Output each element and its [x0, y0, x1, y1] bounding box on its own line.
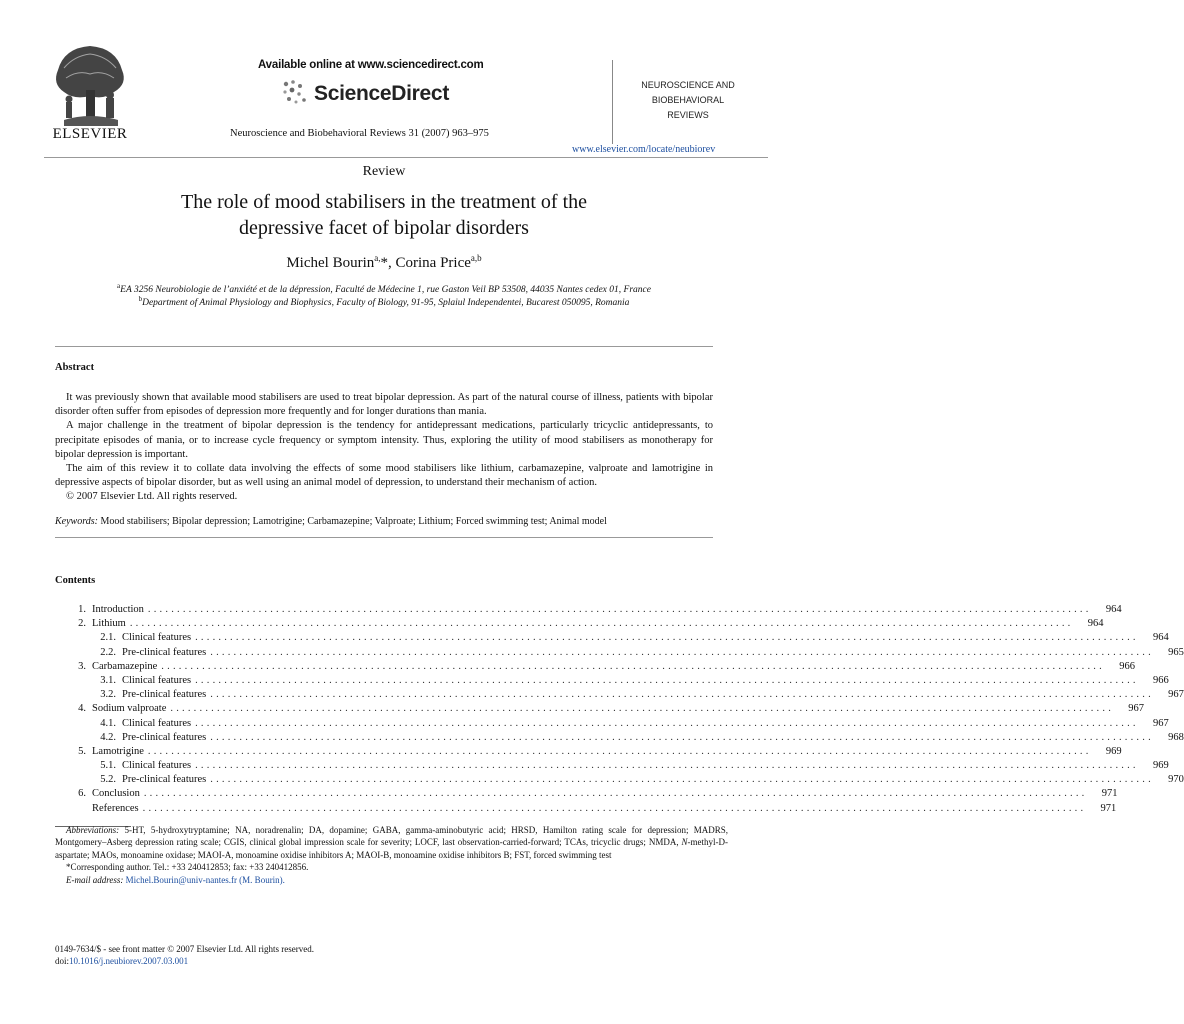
corresponding-author-star[interactable]: *: [380, 255, 388, 271]
toc-entry[interactable]: [60, 674, 1169, 688]
toc-entry[interactable]: [60, 773, 1184, 787]
abstract-paragraph: The aim of this review it to collate data involving the effects of some mood stabilisers like lithium, carbamazepine, valproate and lamotrigine in depressive aspects of bipolar disorder, but as well using an animal model of depression, to understand their mechanism of action.: [55, 463, 713, 489]
journal-name-line: BIOBEHAVIORAL: [651, 95, 725, 105]
toc-entry-page: 964: [1087, 618, 1104, 630]
keywords-line: [55, 516, 713, 527]
toc-entry-number: 6.: [78, 788, 86, 800]
copyright-block: [55, 943, 314, 968]
keywords-list: Mood stabilisers; Bipolar depression; Lamotrigine; Carbamazepine; Valproate; Lithium; Forced swimming test; Animal model: [100, 516, 607, 527]
toc-entry[interactable]: [60, 717, 1169, 731]
toc-entry-page: 966: [1153, 674, 1169, 686]
toc-leader-dots: ..................................................................................................................................................................: [195, 632, 1139, 644]
toc-entry-title[interactable]: References: [92, 802, 139, 814]
toc-entry-page: 967: [1168, 689, 1184, 701]
article-type-label: Review: [362, 164, 406, 179]
toc-leader-dots: ..................................................................................................................................................................: [210, 774, 1154, 786]
toc-entry-page: 967: [1153, 717, 1169, 729]
toc-entry-title[interactable]: Introduction: [92, 604, 144, 615]
toc-leader-dots: ..................................................................................................................................................................: [210, 689, 1154, 701]
affiliation-text: Department of Animal Physiology and Biophysics, Faculty of Biology, 91-95, Splaiul Independentei, Bucarest 050095, Romania: [142, 298, 630, 309]
author-name: Corina Price: [395, 255, 471, 271]
footnotes: [55, 822, 728, 886]
toc-entry-title[interactable]: Conclusion: [92, 788, 140, 800]
journal-name-line: REVIEWS: [667, 110, 709, 120]
article-title: [0, 189, 768, 241]
toc-entry-title[interactable]: Pre-clinical features: [122, 731, 207, 743]
toc-entry[interactable]: [60, 660, 1135, 674]
toc-entry[interactable]: [60, 603, 1122, 617]
abstract-top-divider: [55, 346, 713, 347]
email-footnote: [55, 874, 728, 886]
abstract-paragraph: A major challenge in the treatment of bipolar depression is the tendency for antidepressant medications, particularly tricyclic antidepressants, to precipitate episodes of mania, or to increase cycle frequency or symptom intensity. Thus, exploring the utility of mood stabilisers as monotherapy for bipolar depression is important.: [55, 420, 713, 460]
journal-name-line: NEUROSCIENCE AND: [641, 80, 735, 90]
toc-leader-dots: ..................................................................................................................................................................: [161, 660, 1105, 672]
toc-entry[interactable]: [60, 617, 1104, 631]
toc-entry[interactable]: [60, 787, 1118, 801]
toc-entry-number: 2.1.: [100, 632, 116, 644]
toc-entry-page: 964: [1105, 604, 1122, 615]
author-affiliation-sup: a,: [374, 253, 381, 263]
toc-entry-title[interactable]: Lamotrigine: [92, 745, 144, 757]
author-separator: ,: [388, 255, 396, 271]
elsevier-tree-logo: [44, 40, 136, 128]
toc-entry-title[interactable]: Clinical features: [122, 717, 192, 729]
affiliation-marker: a: [117, 282, 121, 290]
publisher-name: ELSEVIER: [52, 126, 128, 142]
author-name: Michel Bourin: [286, 255, 375, 271]
abbreviations-text: 5-HT, 5-hydroxytryptamine; NA, noradrenalin; DA, dopamine; GABA, gamma-aminobutyric acid; HRSD, Hamilton rating scale for depression; MADRS, Montgomery–Asberg depression rating scale; CGIS, clinical global impression scale for severity; LOCF, last observation-carried-forward; TCAs, tricyclic drugs; NMDA,: [55, 825, 728, 848]
abbreviations-label: Abbreviations:: [66, 825, 120, 835]
toc-entry[interactable]: [60, 688, 1184, 702]
toc-entry-number: 5.2.: [100, 774, 116, 786]
toc-entry-page: 967: [1128, 703, 1145, 715]
toc-entry-page: 965: [1168, 646, 1184, 658]
author-list: [0, 253, 768, 272]
corresponding-author-footnote: *Corresponding author. Tel.: +33 240412853; fax: +33 240412856.: [66, 862, 309, 873]
email-link[interactable]: Michel.Bourin@univ-nantes.fr (M. Bourin).: [125, 874, 285, 885]
toc-entry-page: 969: [1153, 760, 1169, 772]
toc-entry-number: 1.: [78, 604, 86, 615]
doi-link[interactable]: 10.1016/j.neubiorev.2007.03.001: [69, 956, 189, 967]
toc-entry[interactable]: [60, 745, 1122, 759]
toc-entry-number: 2.2.: [100, 646, 116, 658]
issn-line: 0149-7634/$ - see front matter © 2007 Elsevier Ltd. All rights reserved.: [55, 944, 315, 954]
title-line-1: The role of mood stabilisers in the treatment of the: [181, 191, 587, 213]
doi-label: doi:: [55, 956, 70, 967]
toc-entry-page: 969: [1105, 745, 1122, 757]
toc-leader-dots: ..................................................................................................................................................................: [142, 802, 1087, 814]
toc-entry-title[interactable]: Clinical features: [122, 674, 192, 686]
email-label: E-mail address:: [66, 874, 124, 885]
affiliation-marker: b: [138, 295, 143, 303]
toc-entry-number: 5.: [78, 745, 86, 757]
abstract-bottom-divider: [55, 537, 713, 538]
abstract-copyright: © 2007 Elsevier Ltd. All rights reserved.: [66, 491, 238, 503]
toc-entry-page: 968: [1168, 731, 1184, 743]
journal-citation: Neuroscience and Biobehavioral Reviews 31 (2007) 963–975: [230, 128, 489, 139]
toc-leader-dots: ..................................................................................................................................................................: [147, 604, 1092, 615]
toc-entry-title[interactable]: Carbamazepine: [92, 660, 158, 672]
author-affiliation-sup: a,b: [470, 253, 482, 263]
abstract-paragraph: It was previously shown that available mood stabilisers are used to treat bipolar depression. As part of the natural course of illness, patients with bipolar disorder often suffer from episodes of depression more frequently and for longer durations than mania.: [55, 392, 713, 418]
journal-url-link[interactable]: www.elsevier.com/locate/neubiorev: [572, 144, 716, 155]
title-line-2: depressive facet of bipolar disorders: [239, 217, 529, 239]
toc-leader-dots: ..................................................................................................................................................................: [147, 745, 1092, 757]
toc-entry-title[interactable]: Pre-clinical features: [122, 689, 207, 701]
toc-entry-page: 970: [1168, 774, 1184, 786]
journal-name-box: [612, 60, 763, 144]
header-divider: [44, 157, 768, 158]
toc-leader-dots: ..................................................................................................................................................................: [143, 788, 1088, 800]
toc-entry-title[interactable]: Sodium valproate: [92, 703, 167, 715]
toc-leader-dots: ..................................................................................................................................................................: [195, 760, 1139, 772]
abbreviations-italic-n: N: [681, 837, 688, 848]
abstract-heading: Abstract: [55, 362, 95, 373]
toc-entry-title[interactable]: Pre-clinical features: [122, 646, 207, 658]
toc-leader-dots: ..................................................................................................................................................................: [195, 674, 1139, 686]
toc-leader-dots: ..................................................................................................................................................................: [210, 731, 1154, 743]
toc-entry-title[interactable]: Clinical features: [122, 760, 192, 772]
toc-entry[interactable]: [60, 802, 1117, 816]
toc-leader-dots: ..................................................................................................................................................................: [195, 717, 1139, 729]
available-online-text[interactable]: Available online at www.sciencedirect.com: [258, 59, 484, 71]
affiliation-b: [0, 295, 768, 308]
toc-entry-number: 2.: [78, 618, 86, 630]
toc-entry[interactable]: [60, 702, 1145, 716]
toc-entry-title[interactable]: Clinical features: [122, 632, 192, 644]
abbreviations-footnote: [55, 824, 728, 861]
table-of-contents: [60, 603, 1184, 816]
toc-entry-number: 3.1.: [100, 674, 116, 686]
sciencedirect-logo: [280, 76, 480, 110]
toc-leader-dots: ..................................................................................................................................................................: [170, 703, 1115, 715]
toc-entry-number: 3.: [78, 660, 86, 672]
toc-entry-number: 5.1.: [100, 760, 116, 772]
toc-entry-number: 3.2.: [100, 689, 116, 701]
toc-entry-number: 4.: [78, 703, 86, 715]
toc-entry[interactable]: [60, 646, 1184, 660]
toc-leader-dots: ..................................................................................................................................................................: [129, 618, 1074, 630]
sciencedirect-dots-icon: [280, 78, 310, 108]
toc-entry-number: 4.1.: [100, 717, 116, 729]
toc-entry-title[interactable]: Lithium: [92, 618, 126, 630]
toc-entry-page: 971: [1100, 802, 1117, 814]
keywords-label: Keywords:: [55, 516, 98, 527]
toc-entry[interactable]: [60, 759, 1169, 773]
abstract-body: [55, 391, 713, 505]
toc-entry-page: 966: [1119, 660, 1135, 672]
affiliation-a: [0, 282, 768, 295]
doi-line: [55, 955, 314, 967]
toc-entry-number: 4.2.: [100, 731, 116, 743]
abbreviations-text: -methyl-D-aspartate; MAOs, monoamine oxidase; MAOI-A, monoamine oxidise inhibitors A; MAOI-B, monoamine oxidise inhibitors B; FST, forced swimming test: [55, 837, 729, 860]
toc-entry-page: 971: [1101, 788, 1118, 800]
sciencedirect-wordmark: ScienceDirect: [314, 82, 450, 105]
toc-entry-page: 964: [1153, 632, 1169, 644]
affiliation-text: EA 3256 Neurobiologie de l’anxiété et de la dépression, Faculté de Médecine 1, rue Gaston Veil BP 53508, 44035 Nantes cedex 01, France: [120, 285, 651, 296]
contents-heading: Contents: [55, 575, 96, 586]
toc-entry-title[interactable]: Pre-clinical features: [122, 774, 207, 786]
toc-leader-dots: ..................................................................................................................................................................: [210, 646, 1154, 658]
toc-entry[interactable]: [60, 631, 1169, 645]
toc-entry[interactable]: [60, 731, 1184, 745]
